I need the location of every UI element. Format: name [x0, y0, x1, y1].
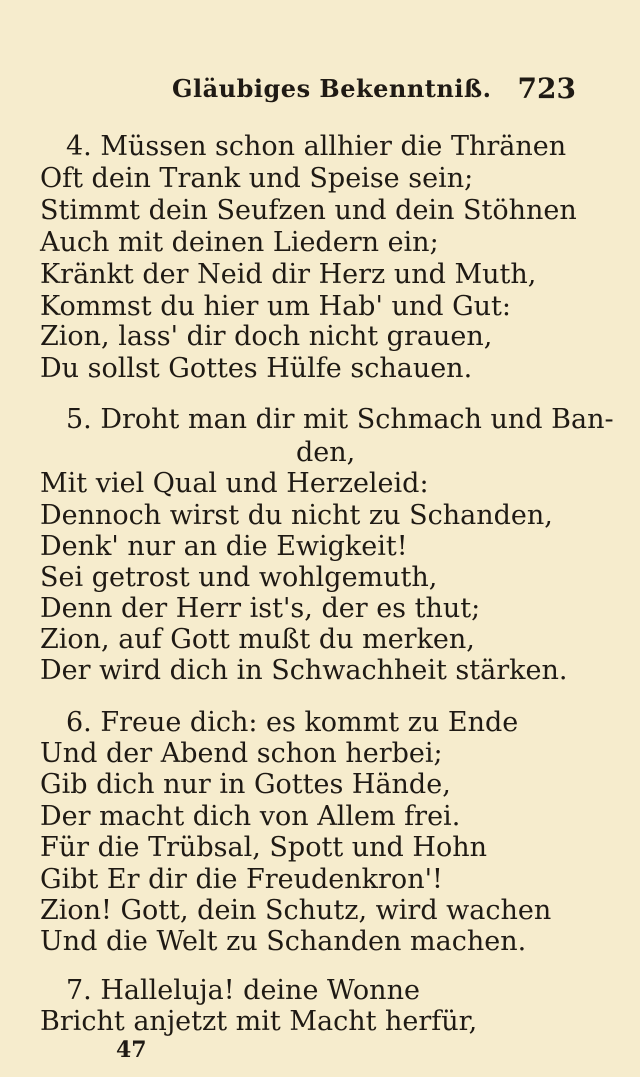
verse-line: Der wird dich in Schwachheit stärken. [40, 655, 568, 686]
verse-line: Zion, lass' dir doch nicht grauen, [40, 321, 493, 352]
verse-line: Mit viel Qual und Herzeleid: [40, 468, 429, 499]
verse-line: 7. Halleluja! deine Wonne [66, 975, 420, 1006]
verse-line: Und der Abend schon herbei; [40, 738, 443, 769]
verse-line: Gibt Er dir die Freudenkron'! [40, 864, 443, 895]
signature-mark: 47 [116, 1037, 147, 1063]
verse-line: Dennoch wirst du nicht zu Schanden, [40, 500, 553, 531]
running-title: Gläubiges Bekenntniß. [172, 74, 492, 103]
page-header [0, 70, 640, 110]
verse-line: Bricht anjetzt mit Macht herfür, [40, 1006, 478, 1037]
verse-line: Kränkt der Neid dir Herz und Muth, [40, 259, 537, 290]
verse-line: Kommst du hier um Hab' und Gut: [40, 291, 511, 322]
verse-line: Du sollst Gottes Hülfe schauen. [40, 353, 473, 384]
page-number: 723 [517, 72, 576, 105]
verse-line: 4. Müssen schon allhier die Thränen [66, 131, 567, 162]
verse-line: Stimmt dein Seufzen und dein Stöhnen [40, 195, 577, 226]
verse-line: Denn der Herr ist's, der es thut; [40, 593, 481, 624]
verse-line: Oft dein Trank und Speise sein; [40, 163, 474, 194]
verse-line: Und die Welt zu Schanden machen. [40, 926, 527, 957]
verse-line: Auch mit deinen Liedern ein; [40, 227, 439, 258]
verse-line: Der macht dich von Allem frei. [40, 801, 461, 832]
verse-line: Zion! Gott, dein Schutz, wird wachen [40, 895, 552, 926]
verse-line: Sei getrost und wohlgemuth, [40, 562, 438, 593]
verse-line: 6. Freue dich: es kommt zu Ende [66, 707, 519, 738]
verse-line: 5. Droht man dir mit Schmach und Ban- [66, 404, 614, 435]
verse-line: Für die Trübsal, Spott und Hohn [40, 832, 487, 863]
verse-line: Zion, auf Gott mußt du merken, [40, 624, 475, 655]
verse-line: Denk' nur an die Ewigkeit! [40, 531, 408, 562]
verse-line: Gib dich nur in Gottes Hände, [40, 769, 451, 800]
verse-line-continuation: den, [296, 437, 356, 468]
